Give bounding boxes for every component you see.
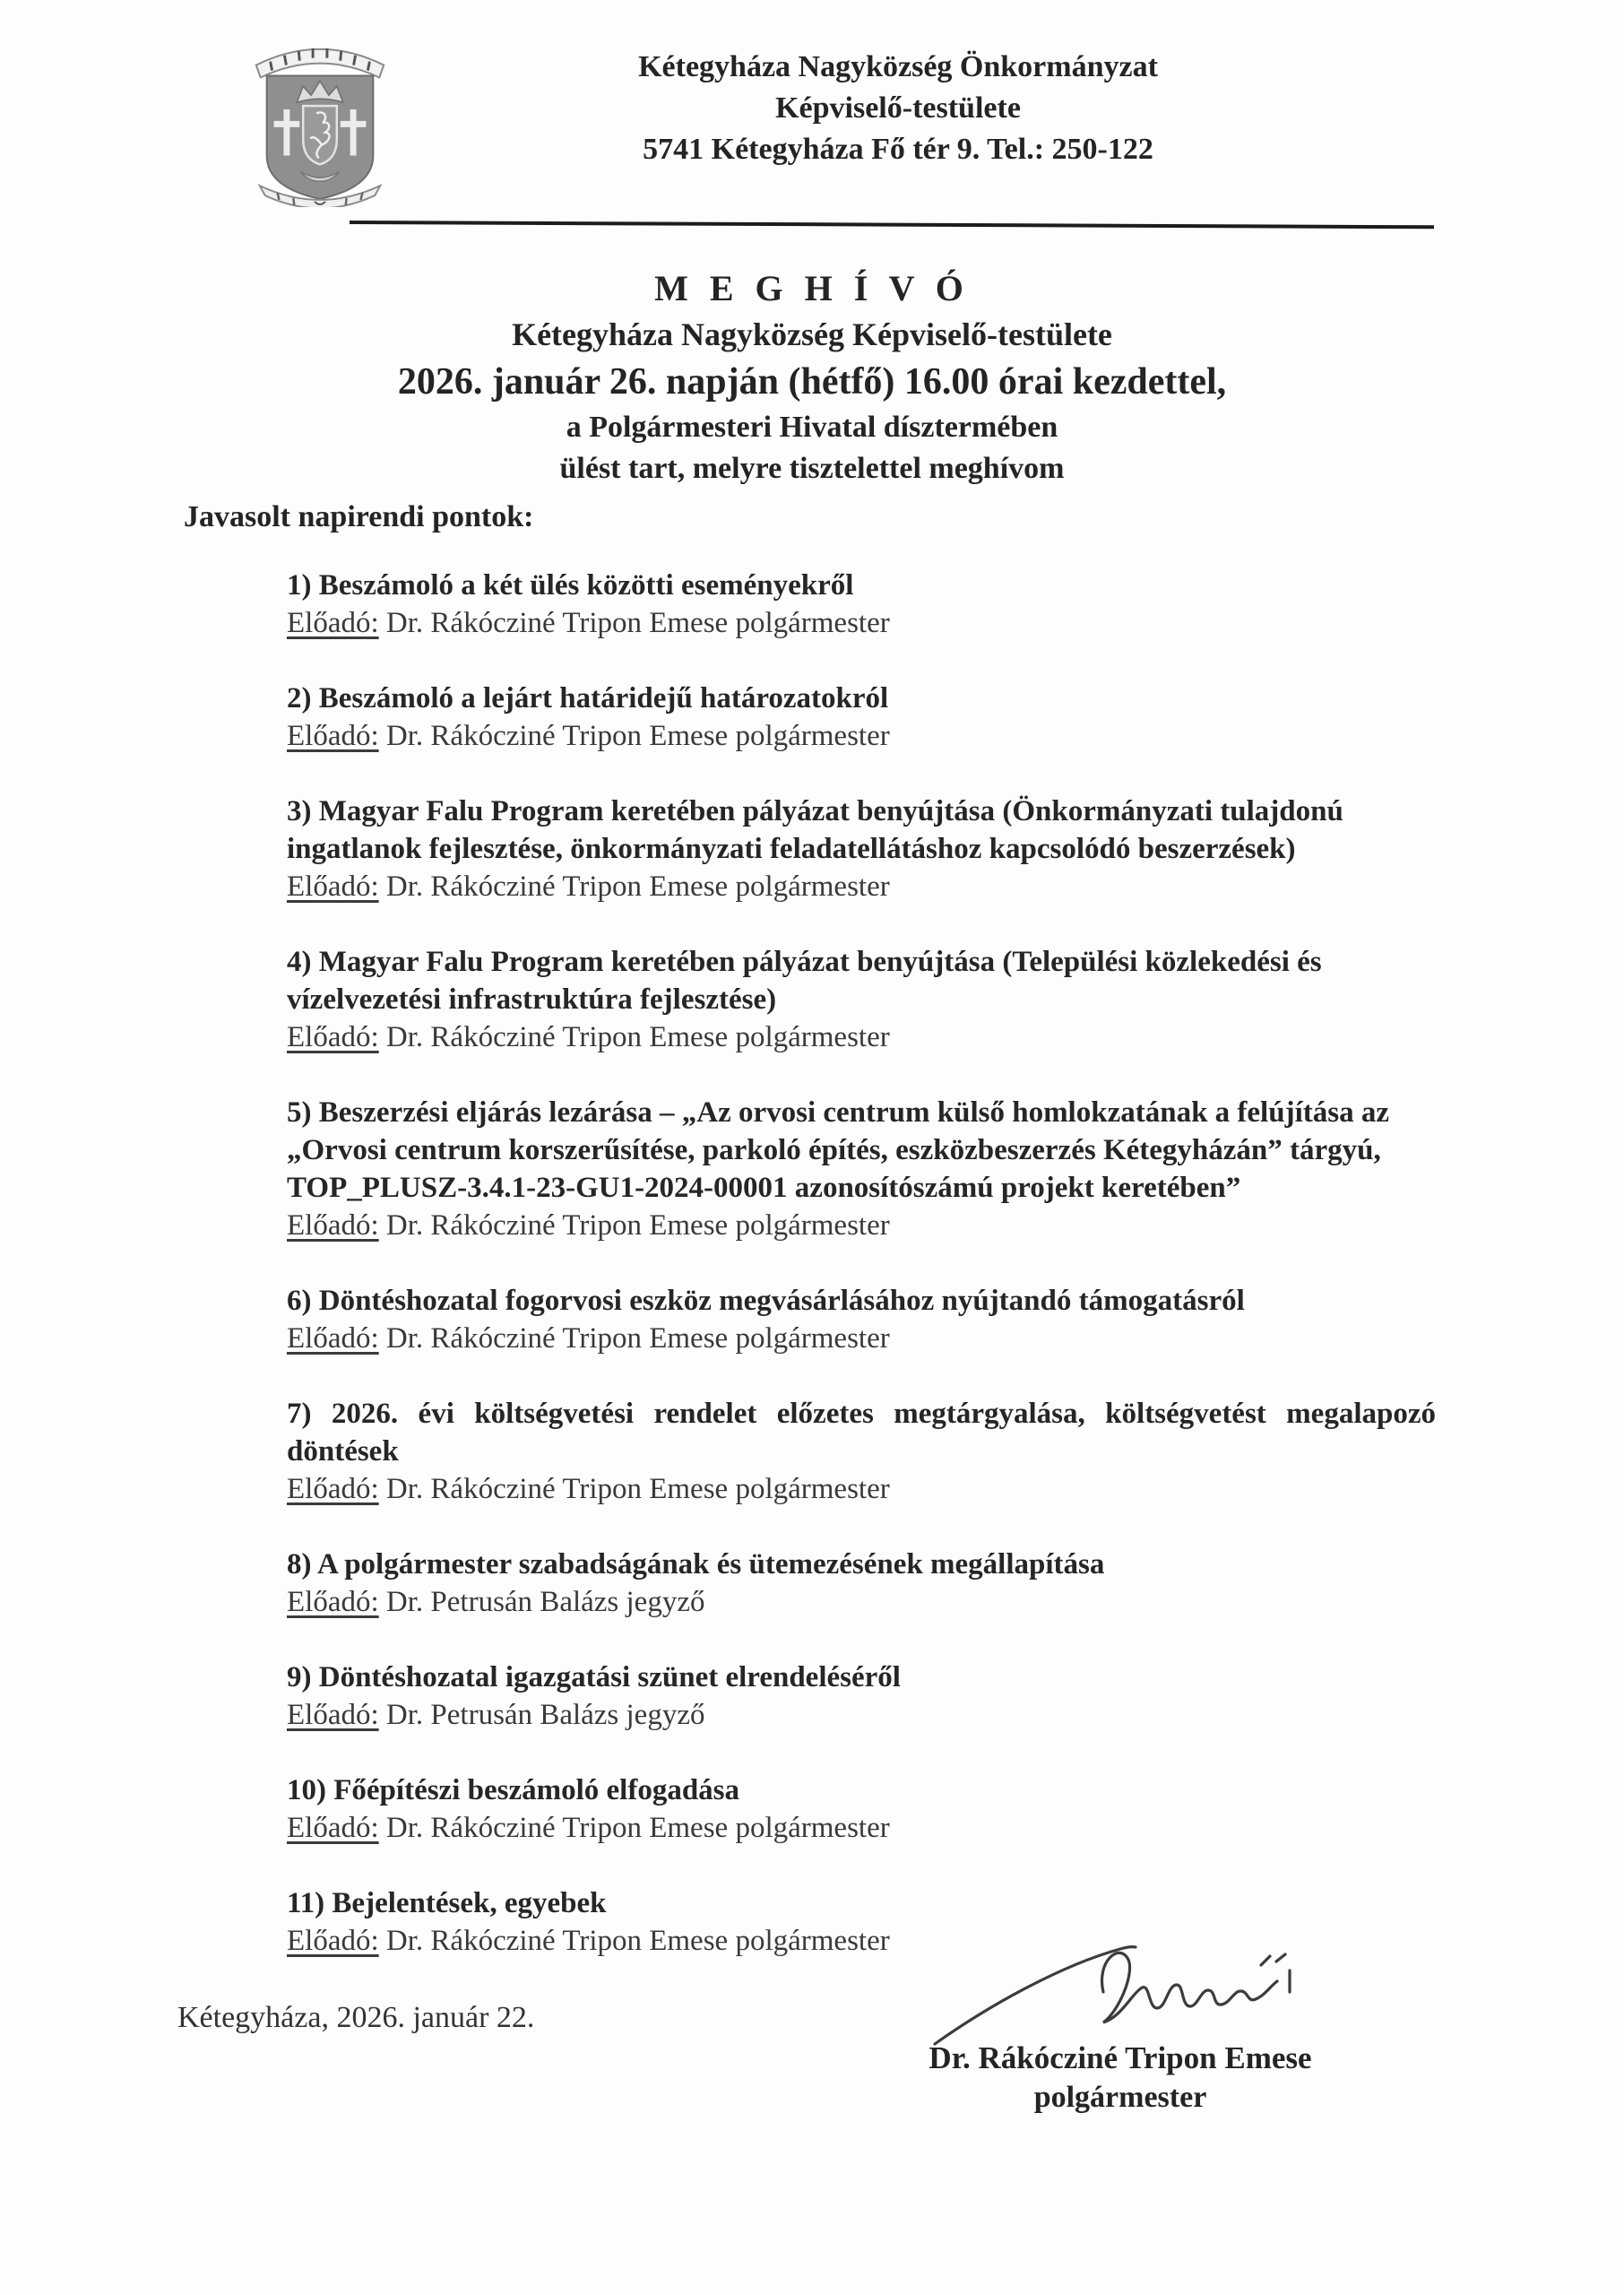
agenda-heading: Javasolt napirendi pontok: [184,500,534,533]
agenda-list [287,567,1436,1960]
invitation-heading [0,265,1624,489]
coat-of-arms-icon [240,23,400,207]
letterhead [0,0,1624,213]
date-place-line: Kétegyháza, 2026. január 22. [177,2001,535,2034]
handwritten-signature-icon [928,1935,1313,2051]
agenda-item-title: 9) Döntéshozatal igazgatási szünet elrendeléséről [287,1661,901,1693]
agenda-item-title: 10) Főépítészi beszámoló elfogadása [287,1774,740,1806]
agenda-item-title: 2) Beszámoló a lejárt határidejű határozatokról [287,682,889,714]
agenda-item-presenter: Előadó: Dr. Rákócziné Tripon Emese polgármester [287,1812,890,1844]
agenda-item-presenter: Előadó: Dr. Rákócziné Tripon Emese polgármester [287,870,890,903]
agenda-item-1 [287,567,1436,642]
agenda-item-presenter: Előadó: Dr. Petrusán Balázs jegyző [287,1586,705,1618]
agenda-item-title: 5) Beszerzési eljárás lezárása – „Az orvosi centrum külső homlokzatának a felújítása az „Orvosi centrum korszerűsítése, parkoló építés, eszközbeszerzés Kétegyházán” tárgyú, TOP_PLUSZ-3.4.1-23-GU1-2024-00001 azonosítószámú projekt keretében” [287,1096,1389,1204]
agenda-item-title: 11) Bejelentések, egyebek [287,1887,607,1919]
agenda-item-title: 7) 2026. évi költségvetési rendelet előzetes megtárgyalása, költségvetést megalapozó döntések [287,1398,1436,1468]
agenda-item-2 [287,680,1436,755]
document-title: M E G H Í V Ó [654,268,970,308]
agenda-item-title: 1) Beszámoló a két ülés közötti eseményekről [287,569,854,602]
agenda-item-presenter: Előadó: Dr. Rákócziné Tripon Emese polgármester [287,607,890,639]
signature-block [887,1935,1353,2117]
org-name-line: Kétegyháza Nagyközség Önkormányzat [638,50,1158,83]
invitation-line: Kétegyháza Nagyközség Képviselő-testülete [512,316,1112,352]
agenda-item-presenter: Előadó: Dr. Rákócziné Tripon Emese polgármester [287,1925,890,1957]
agenda-item-4 [287,943,1436,1056]
agenda-item-title: 4) Magyar Falu Program keretében pályázat benyújtása (Települési közlekedési és vízelvezetési infrastruktúra fejlesztése) [287,946,1322,1016]
agenda-item-6 [287,1282,1436,1357]
agenda-item-presenter: Előadó: Dr. Rákócziné Tripon Emese polgármester [287,720,890,752]
agenda-item-title: 8) A polgármester szabadságának és ütemezésének megállapítása [287,1548,1105,1581]
header-divider [350,221,1434,229]
agenda-item-presenter: Előadó: Dr. Rákócziné Tripon Emese polgármester [287,1021,890,1053]
signer-name: Dr. Rákócziné Tripon Emese [929,2040,1312,2075]
agenda-item-7 [287,1395,1436,1508]
org-body-line: Képviselő-testülete [775,91,1021,125]
agenda-item-title: 6) Döntéshozatal fogorvosi eszköz megvásárlásához nyújtandó támogatásról [287,1285,1245,1317]
signer-title: polgármester [1033,2081,1207,2114]
agenda-item-presenter: Előadó: Dr. Rákócziné Tripon Emese polgármester [287,1209,890,1242]
org-address-line: 5741 Kétegyháza Fő tér 9. Tel.: 250-122 [643,133,1153,166]
agenda-item-presenter: Előadó: Dr. Rákócziné Tripon Emese polgármester [287,1322,890,1355]
agenda-item-10 [287,1771,1436,1847]
agenda-item-9 [287,1658,1436,1734]
invitation-closing-line: ülést tart, melyre tisztelettel meghívom [559,452,1065,485]
agenda-item-presenter: Előadó: Dr. Petrusán Balázs jegyző [287,1699,705,1731]
invitation-location-line: a Polgármesteri Hivatal dísztermében [566,411,1058,444]
agenda-item-title: 3) Magyar Falu Program keretében pályázat benyújtása (Önkormányzati tulajdonú ingatlanok fejlesztése, önkormányzati feladatellátáshoz kapcsolódó beszerzések) [287,795,1343,865]
agenda-item-8 [287,1546,1436,1621]
agenda-item-presenter: Előadó: Dr. Rákócziné Tripon Emese polgármester [287,1473,890,1505]
agenda-item-5 [287,1094,1436,1244]
agenda-item-3 [287,792,1436,905]
invitation-datetime-line: 2026. január 26. napján (hétfő) 16.00 órai kezdettel, [397,361,1227,403]
